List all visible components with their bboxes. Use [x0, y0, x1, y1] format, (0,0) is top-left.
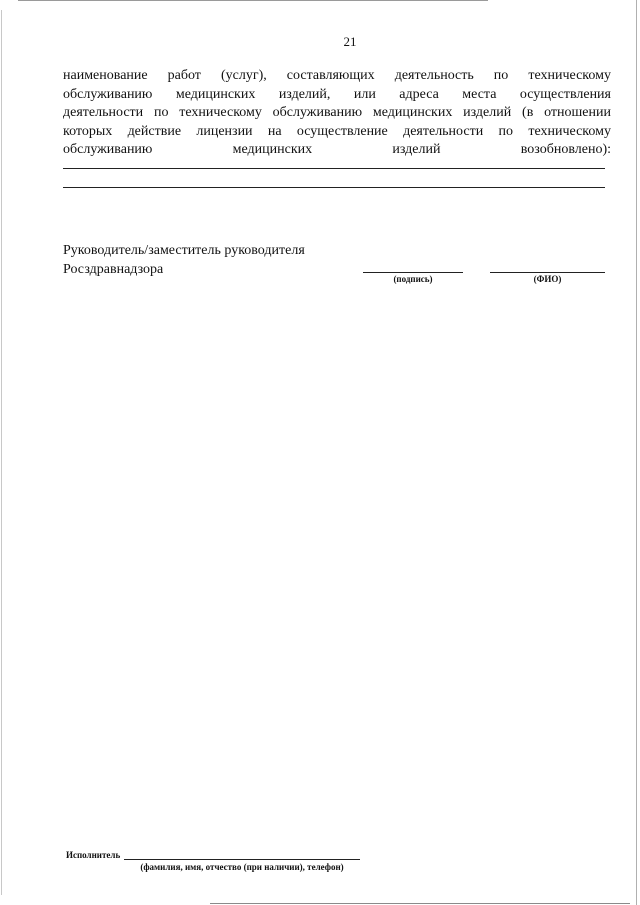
page-number: 21 [343, 34, 357, 49]
signatory-title-line: Росздравнадзора [63, 262, 164, 277]
paragraph-line: наименование работ (услуг), составляющих деятельность по техническому [63, 68, 611, 83]
signatory-title [63, 241, 305, 279]
scan-edge-left [1, 10, 2, 895]
name-caption: (ФИО) [533, 274, 562, 284]
paragraph-line: обслуживанию медицинских изделий, или адреса места осуществления [63, 86, 611, 102]
executor-label: Исполнитель [66, 850, 121, 860]
paragraph-line: деятельности по техническому обслуживанию медицинских изделий (в отношении [63, 105, 611, 121]
executor-caption: (фамилия, имя, отчество (при наличии), телефон) [140, 862, 344, 872]
signature-caption: (подпись) [393, 274, 433, 284]
signatory-title-line: Руководитель/заместитель руководителя [63, 243, 305, 258]
body-paragraph [63, 67, 611, 160]
fill-in-line [63, 187, 605, 188]
executor-line [124, 859, 360, 860]
name-line [490, 272, 605, 273]
scan-edge-top [18, 0, 488, 1]
fill-in-line [63, 168, 605, 169]
scan-edge-right [636, 0, 637, 905]
signature-line [363, 272, 463, 273]
scan-edge-bottom [210, 903, 630, 904]
paragraph-line: обслуживанию медицинских изделий возобновлено): [63, 142, 611, 158]
paragraph-line: которых действие лицензии на осуществление деятельности по техническому [63, 123, 611, 139]
